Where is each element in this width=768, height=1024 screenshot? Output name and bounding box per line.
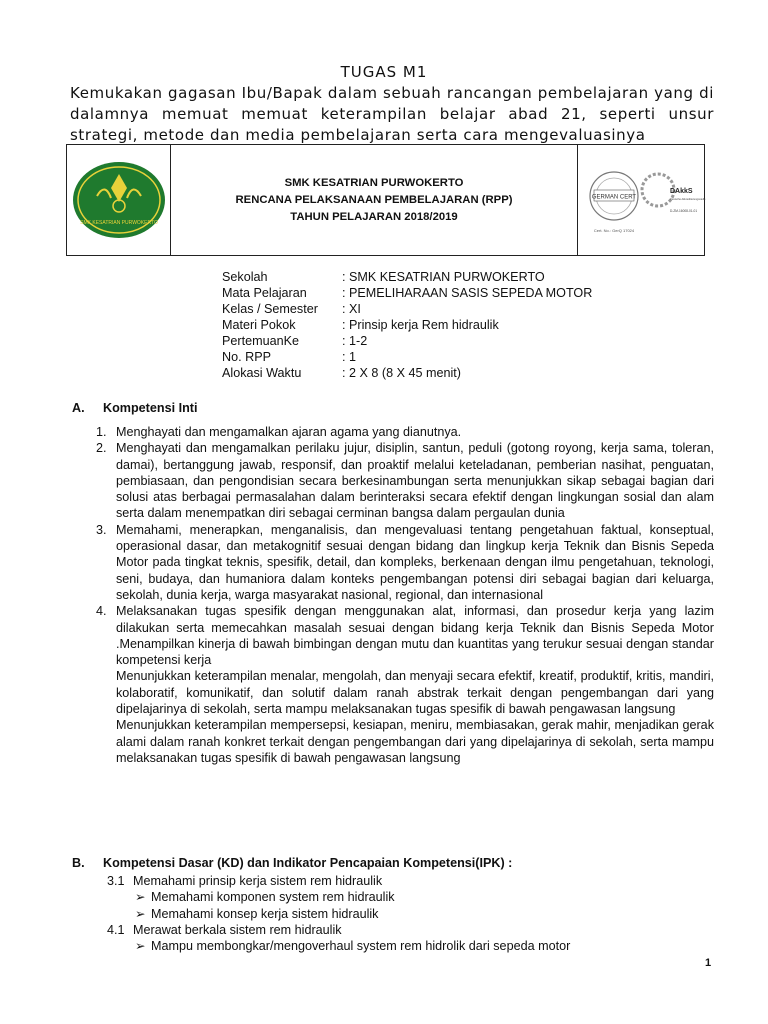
indicator-item xyxy=(135,889,570,905)
svg-text:Cert. No.: GerQ 17024: Cert. No.: GerQ 17024 xyxy=(593,228,635,233)
item-text: Menghayati dan mengamalkan perilaku jujur, disiplin, santun, peduli (gotong royong, kerja sama, toleran, damai), bertanggung jawab, responsif, dan proaktif melalui keteladanan, pemberian nasihat, penguatan, pembiasaan, dan pengondisian secara berkesinambungan serta menunjukkan sikap sebagai bagian dari solusi atas berbagai permasalahan dalam berinteraksi secara efektif dengan lingkungan sosial dan alam serta dalam menempatkan diri sebagai cerminan bangsa dalam pergaulan dunia xyxy=(116,441,714,521)
rpp-info-block xyxy=(222,269,592,381)
info-label: PertemuanKe xyxy=(222,334,300,348)
item-number: 1. xyxy=(96,425,107,439)
info-row xyxy=(222,365,592,381)
info-value: : PEMELIHARAAN SASIS SEPEDA MOTOR xyxy=(342,286,593,300)
section-title: Kompetensi Inti xyxy=(103,401,198,415)
info-row xyxy=(222,317,592,333)
info-row xyxy=(222,269,592,285)
item-text: Menghayati dan mengamalkan ajaran agama yang dianutnya. xyxy=(116,425,462,439)
list-item xyxy=(96,424,714,440)
info-value: : SMK KESATRIAN PURWOKERTO xyxy=(342,270,545,284)
indicator-text: Mampu membongkar/mengoverhaul system rem hidrolik dari sepeda motor xyxy=(151,939,571,954)
page-number: 1 xyxy=(705,957,712,969)
kd-text: Memahami prinsip kerja sistem rem hidraulik xyxy=(133,874,383,888)
header-title-cell xyxy=(171,145,578,255)
indicator-text: Memahami konsep kerja sistem hidraulik xyxy=(151,906,379,921)
item-number: 2. xyxy=(96,441,107,456)
list-item-continuation: Menunjukkan keterampilan mempersepsi, kesiapan, meniru, membiasakan, gerak mahir, menjadikan gerak alami dalam ranah konkret terkait dengan pengembangan dari yang dipelajarinya di sekolah, serta mampu melaksanakan tugas spesifik di bawah pengawasan langsung xyxy=(116,718,714,765)
indicator-text: Memahami komponen system rem hidraulik xyxy=(151,890,395,905)
dakks-text: DAkkS xyxy=(670,188,693,195)
section-title: Kompetensi Dasar (KD) dan Indikator Pencapaian Kompetensi(IPK) : xyxy=(103,856,513,870)
info-value: : Prinsip kerja Rem hidraulik xyxy=(342,318,499,332)
certification-cell xyxy=(578,145,704,255)
section-letter: B. xyxy=(72,856,85,870)
info-value: : XI xyxy=(342,302,361,316)
school-logo-cell xyxy=(67,145,171,255)
list-item xyxy=(96,603,714,668)
section-a-heading xyxy=(72,401,197,415)
item-number: 4. xyxy=(96,604,107,619)
info-label: No. RPP xyxy=(222,350,271,364)
info-row xyxy=(222,285,592,301)
task-description: Kemukakan gagasan Ibu/Bapak dalam sebuah rancangan pembelajaran yang di dalamnya memuat memuat keterampilan belajar abad 21, seperti unsur strategi, metode dan media pembelajaran serta cara mengevaluasinya xyxy=(70,84,714,144)
section-b-heading xyxy=(72,856,512,870)
list-item xyxy=(96,522,714,603)
kd-text: Merawat berkala sistem rem hidraulik xyxy=(133,922,342,937)
info-label: Mata Pelajaran xyxy=(222,286,307,300)
arrow-bullet-icon: ➢ xyxy=(135,890,146,905)
info-value: : 1-2 xyxy=(342,334,368,348)
info-label: Materi Pokok xyxy=(222,318,296,332)
school-logo xyxy=(71,158,167,242)
logo-text: SMK KESATRIAN PURWOKERTO xyxy=(79,220,158,226)
german-cert-text: GERMAN CERT xyxy=(591,194,637,201)
kd-number: 3.1 xyxy=(107,874,125,888)
info-row xyxy=(222,349,592,365)
info-label: Kelas / Semester xyxy=(222,302,318,316)
rpp-header-table xyxy=(66,144,705,256)
list-item xyxy=(96,440,714,521)
item-text: Melaksanakan tugas spesifik dengan menggunakan alat, informasi, dan prosedur kerja yang lazim dilakukan serta memecahkan masalah sesuai dengan bidang kerja Teknik dan Bisnis Sepeda Motor .Menampilkan kinerja di bawah bimbingan dengan mutu dan kuantitas yang terukur sesuai dengan standar kompetensi kerja xyxy=(116,604,714,668)
dakks-sub-text: Deutsche Akkreditierungsstelle xyxy=(670,198,706,201)
kompetensi-inti-list xyxy=(96,424,714,766)
info-value: : 1 xyxy=(342,350,357,364)
academic-year: TAHUN PELAJARAN 2018/2019 xyxy=(290,210,458,223)
list-item-continuation: Menunjukkan keterampilan menalar, mengolah, dan menyaji secara efektif, kreatif, produktif, kritis, mandiri, kolaboratif, komunikatif, dan solutif dalam ranah abstrak terkait dengan pengembangan dari yang dipelajarinya di sekolah, serta mampu melaksanakan tugas spesifik di bawah pengawasan langsung xyxy=(116,669,714,717)
item-number: 3. xyxy=(96,522,107,537)
info-label: Sekolah xyxy=(222,270,268,284)
kompetensi-dasar-list xyxy=(107,873,570,954)
info-row xyxy=(222,301,592,317)
certification-logos xyxy=(586,160,706,240)
arrow-bullet-icon: ➢ xyxy=(135,939,146,954)
task-title: TUGAS M1 xyxy=(340,63,428,81)
info-value: : 2 X 8 (8 X 45 menit) xyxy=(342,366,461,380)
indicator-item xyxy=(135,938,570,954)
info-row xyxy=(222,333,592,349)
kd-item xyxy=(107,922,570,938)
svg-text:D-ZM-16008-01-01: D-ZM-16008-01-01 xyxy=(670,209,698,213)
indicator-item xyxy=(135,906,570,922)
item-text: Memahami, menerapkan, menganalisis, dan mengevaluasi tentang pengetahuan faktual, konseptual, operasional dasar, dan metakognitif sesuai dengan bidang dan lingkup kerja Teknik dan Bisnis Sepeda Motor pada tingkat teknis, spesifik, detail, dan kompleks, berkenaan dengan ilmu pengetahuan, teknologi, seni, budaya, dan humaniora dalam konteks pengembangan potensi diri sebagai bagian dari keluarga, sekolah, dunia kerja, warga masyarakat nasional, regional, dan internasional xyxy=(116,522,714,602)
kd-number: 4.1 xyxy=(107,922,125,937)
arrow-bullet-icon: ➢ xyxy=(135,906,146,921)
document-type: RENCANA PELAKSANAAN PEMBELAJARAN (RPP) xyxy=(235,193,513,206)
section-letter: A. xyxy=(72,401,85,415)
kd-item xyxy=(107,873,570,889)
info-label: Alokasi Waktu xyxy=(222,366,302,380)
school-name: SMK KESATRIAN PURWOKERTO xyxy=(284,176,464,189)
